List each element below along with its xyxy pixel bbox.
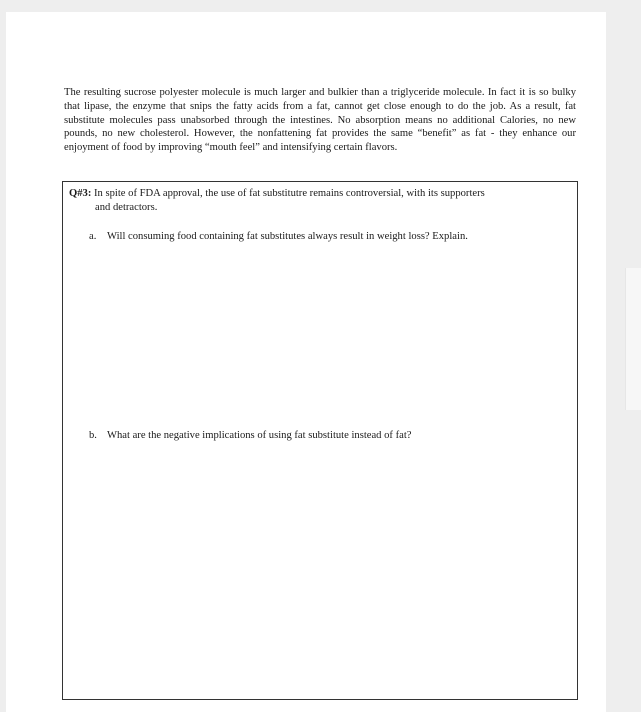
question-box: [62, 181, 578, 700]
question-prompt-line1: In spite of FDA approval, the use of fat substitutre remains controversial, with its supporters: [91, 188, 485, 199]
scrollbar-thumb[interactable]: [625, 268, 641, 410]
question-number: Q#3:: [69, 188, 92, 199]
sub-question-b: [89, 429, 411, 443]
sub-question-text: Will consuming food containing fat substitutes always result in weight loss? Explain.: [107, 231, 468, 242]
intro-paragraph: The resulting sucrose polyester molecule is much larger and bulkier than a triglyceride molecule. In fact it is so bulky that lipase, the enzyme that snips the fatty acids from a fat, cannot get close enough to do the job. As a result, fat substitute molecules pass unabsorbed through the intestines. No absorption means no additional Calories, no new pounds, no new cholesterol. However, the nonfattening fat provides the same “benefit” as fat - they enhance our enjoyment of food by improving “mouth feel” and intensifying certain flavors.: [64, 87, 576, 154]
sub-question-text: What are the negative implications of using fat substitute instead of fat?: [107, 430, 412, 441]
sub-question-a: [89, 230, 468, 244]
question-prompt-line2: and detractors.: [95, 202, 158, 213]
question-heading: [69, 187, 569, 215]
sub-question-letter: b.: [89, 430, 97, 441]
sub-question-letter: a.: [89, 231, 97, 242]
